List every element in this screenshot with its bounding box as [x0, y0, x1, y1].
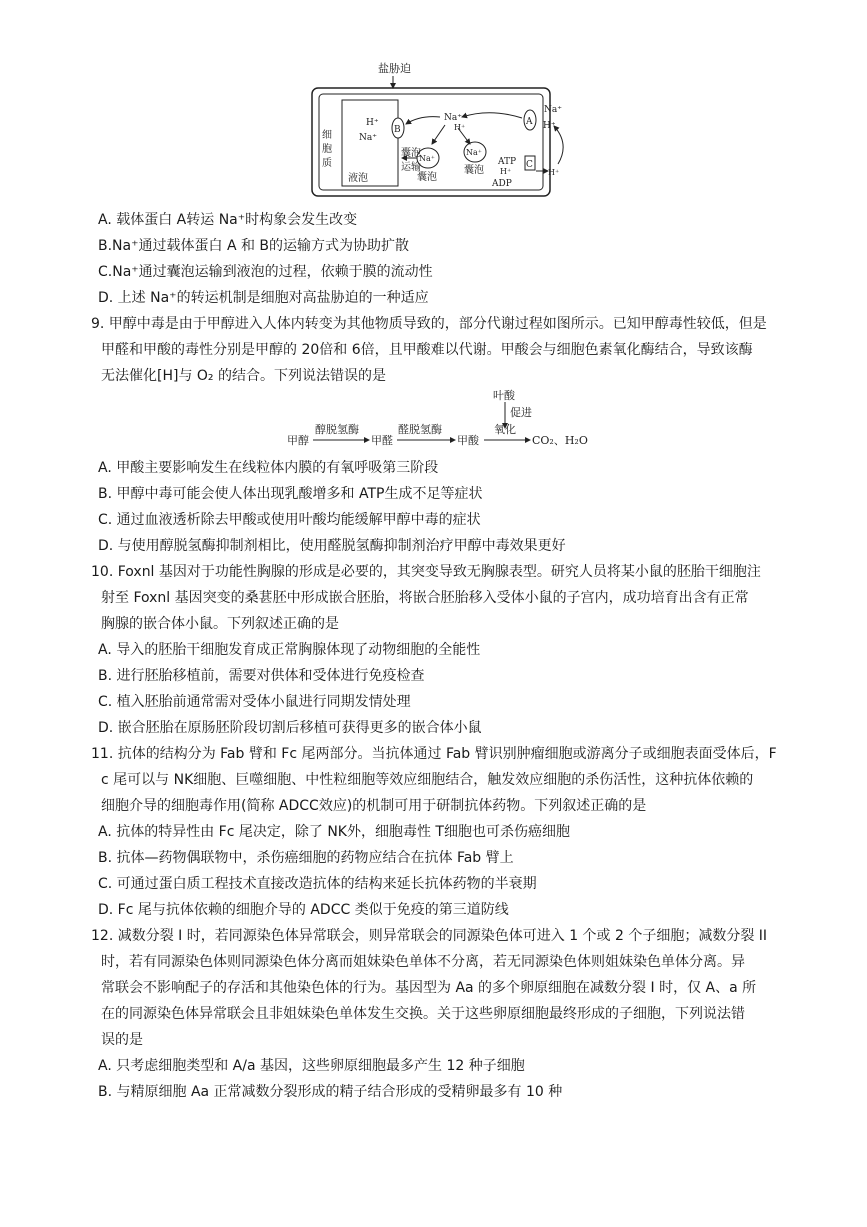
q12-stem-line-2: 时，若有同源染色体则同源染色体分离而姐妹染色单体不分离，若无同源染色体则姐妹染色单体分离。异 — [101, 954, 745, 970]
vesicle-transport-1: 囊泡 — [401, 148, 421, 159]
q10-option-c: C. 植入胚胎前通常需对受体小鼠进行同期发情处理 — [98, 694, 411, 710]
cytoplasm-label-2: 胞 — [322, 144, 332, 155]
h-inside: H⁺ — [500, 167, 512, 176]
q12-stem-line-4: 在的同源染色体异常联会且非姐妹染色单体发生交换。关于这些卵原细胞最终形成的子细胞，下列说法错 — [101, 1006, 745, 1022]
q11-stem-line-3: 细胞介导的细胞毒作用(简称 ADCC效应)的机制可用于研制抗体药物。下列叙述正确的是 — [101, 798, 647, 814]
arrow-to-b — [406, 117, 440, 124]
h-center: H⁺ — [454, 123, 466, 132]
carrier-c-label: C — [526, 160, 533, 170]
cytoplasm-label-3: 质 — [322, 158, 332, 169]
promote-label: 促进 — [510, 406, 532, 419]
methanol-metabolism-diagram — [285, 386, 595, 452]
na-vesicle-2: Na⁺ — [466, 148, 482, 157]
q12-stem-line-5: 误的是 — [101, 1032, 143, 1048]
q10-stem-line-2: 射至 Foxnl 基因突变的桑葚胚中形成嵌合胚胎，将嵌合胚胎移入受体小鼠的子宫内，成功培育出含有正常 — [101, 590, 749, 606]
h-vacuole: H⁺ — [366, 118, 379, 128]
q12-stem-line-3: 常联会不影响配子的存活和其他染色体的行为。基因型为 Aa 的多个卵原细胞在减数分裂 I 时，仅 A、a 所 — [101, 980, 757, 996]
q9-stem-line-1: 9. 甲醇中毒是由于甲醇进入人体内转变为其他物质导致的，部分代谢过程如图所示。已知甲醇毒性较低，但是 — [91, 316, 767, 332]
aldh-label: 醛脱氢酶 — [398, 423, 442, 436]
na-vacuole: Na⁺ — [359, 133, 377, 143]
q8-option-b: B.Na⁺通过载体蛋白 A 和 B的运输方式为协助扩散 — [98, 238, 410, 254]
q10-option-a: A. 导入的胚胎干细胞发育成正常胸腺体现了动物细胞的全能性 — [98, 642, 481, 658]
folate-label: 叶酸 — [493, 389, 515, 402]
q9-option-c: C. 通过血液透析除去甲酸或使用叶酸均能缓解甲醇中毒的症状 — [98, 512, 481, 528]
q10-stem-line-3: 胸腺的嵌合体小鼠。下列叙述正确的是 — [101, 616, 339, 632]
carrier-b-label: B — [394, 125, 401, 135]
vesicle-2-label: 囊泡 — [464, 165, 484, 176]
vacuole-label: 液泡 — [348, 173, 368, 184]
products-label: CO₂、H₂O — [532, 434, 588, 447]
salt-stress-diagram — [300, 60, 575, 200]
q9-stem-line-3: 无法催化[H]与 O₂ 的结合。下列说法错误的是 — [101, 368, 386, 384]
atp-label: ATP — [498, 157, 517, 167]
methanol-label: 甲醇 — [287, 434, 309, 447]
q12-option-a: A. 只考虑细胞类型和 A/a 基因，这些卵原细胞最多产生 12 种子细胞 — [98, 1058, 525, 1074]
q11-option-b: B. 抗体—药物偶联物中，杀伤癌细胞的药物应结合在抗体 Fab 臂上 — [98, 850, 514, 866]
q9-option-a: A. 甲酸主要影响发生在线粒体内膜的有氧呼吸第三阶段 — [98, 460, 439, 476]
arrow-h-cycle — [554, 126, 563, 164]
q11-option-c: C. 可通过蛋白质工程技术直接改造抗体的结构来延长抗体药物的半衰期 — [98, 876, 537, 892]
cytoplasm-label-1: 细 — [322, 130, 332, 141]
formaldehyde-label: 甲醛 — [371, 434, 393, 447]
q11-stem-line-1: 11. 抗体的结构分为 Fab 臂和 Fc 尾两部分。当抗体通过 Fab 臂识别肿瘤细胞或游离分子或细胞表面受体后，F — [91, 746, 777, 762]
q9-option-d: D. 与使用醇脱氢酶抑制剂相比，使用醛脱氢酶抑制剂治疗甲醇中毒效果更好 — [98, 538, 566, 554]
q11-stem-line-2: c 尾可以与 NK细胞、巨噬细胞、中性粒细胞等效应细胞结合，触发效应细胞的杀伤活性，这种抗体依赖的 — [101, 772, 754, 788]
arrow-to-vesicle1 — [432, 125, 445, 144]
q8-option-a: A. 载体蛋白 A转运 Na⁺时构象会发生改变 — [98, 212, 358, 228]
q8-option-d: D. 上述 Na⁺的转运机制是细胞对高盐胁迫的一种适应 — [98, 290, 429, 306]
q10-option-b: B. 进行胚胎移植前，需要对供体和受体进行免疫检查 — [98, 668, 425, 684]
arrow-from-a — [462, 113, 522, 118]
vesicle-1-label: 囊泡 — [417, 172, 437, 183]
q9-option-b: B. 甲醇中毒可能会使人体出现乳酸增多和 ATP生成不足等症状 — [98, 486, 483, 502]
h-out-c: H⁺ — [548, 168, 560, 177]
q10-option-d: D. 嵌合胚胎在原肠胚阶段切割后移植可获得更多的嵌合体小鼠 — [98, 720, 482, 736]
q11-option-d: D. Fc 尾与抗体依赖的细胞介导的 ADCC 类似于免疫的第三道防线 — [98, 902, 509, 918]
q10-stem-line-1: 10. Foxnl 基因对于功能性胸腺的形成是必要的，其突变导致无胸腺表型。研究人员将某小鼠的胚胎干细胞注 — [91, 564, 761, 580]
adp-label: ADP — [492, 179, 512, 189]
formic-acid-label: 甲酸 — [457, 434, 479, 447]
q8-option-c: C.Na⁺通过囊泡运输到液泡的过程，依赖于膜的流动性 — [98, 264, 433, 280]
salt-stress-label: 盐胁迫 — [378, 62, 411, 75]
na-center: Na⁺ — [444, 113, 462, 123]
na-outside: Na⁺ — [544, 105, 562, 115]
q9-stem-line-2: 甲醛和甲酸的毒性分别是甲醇的 20倍和 6倍，且甲酸难以代谢。甲酸会与细胞色素氧化酶结合，导致该酶 — [101, 342, 753, 358]
q11-option-a: A. 抗体的特异性由 Fc 尾决定，除了 NK外，细胞毒性 T细胞也可杀伤癌细胞 — [98, 824, 570, 840]
q12-stem-line-1: 12. 减数分裂 I 时，若同源染色体异常联会，则异常联会的同源染色体可进入 1 个或 2 个子细胞；减数分裂 II — [91, 928, 768, 944]
adh-label: 醇脱氢酶 — [315, 423, 359, 436]
carrier-a-label: A — [526, 117, 533, 127]
vesicle-transport-2: 运输 — [401, 162, 421, 173]
na-vesicle-1: Na⁺ — [419, 154, 435, 163]
q12-option-b: B. 与精原细胞 Aa 正常减数分裂形成的精子结合形成的受精卵最多有 10 种 — [98, 1084, 563, 1100]
h-outside: H⁺ — [543, 121, 556, 131]
oxidation-label: 氧化 — [494, 423, 516, 436]
